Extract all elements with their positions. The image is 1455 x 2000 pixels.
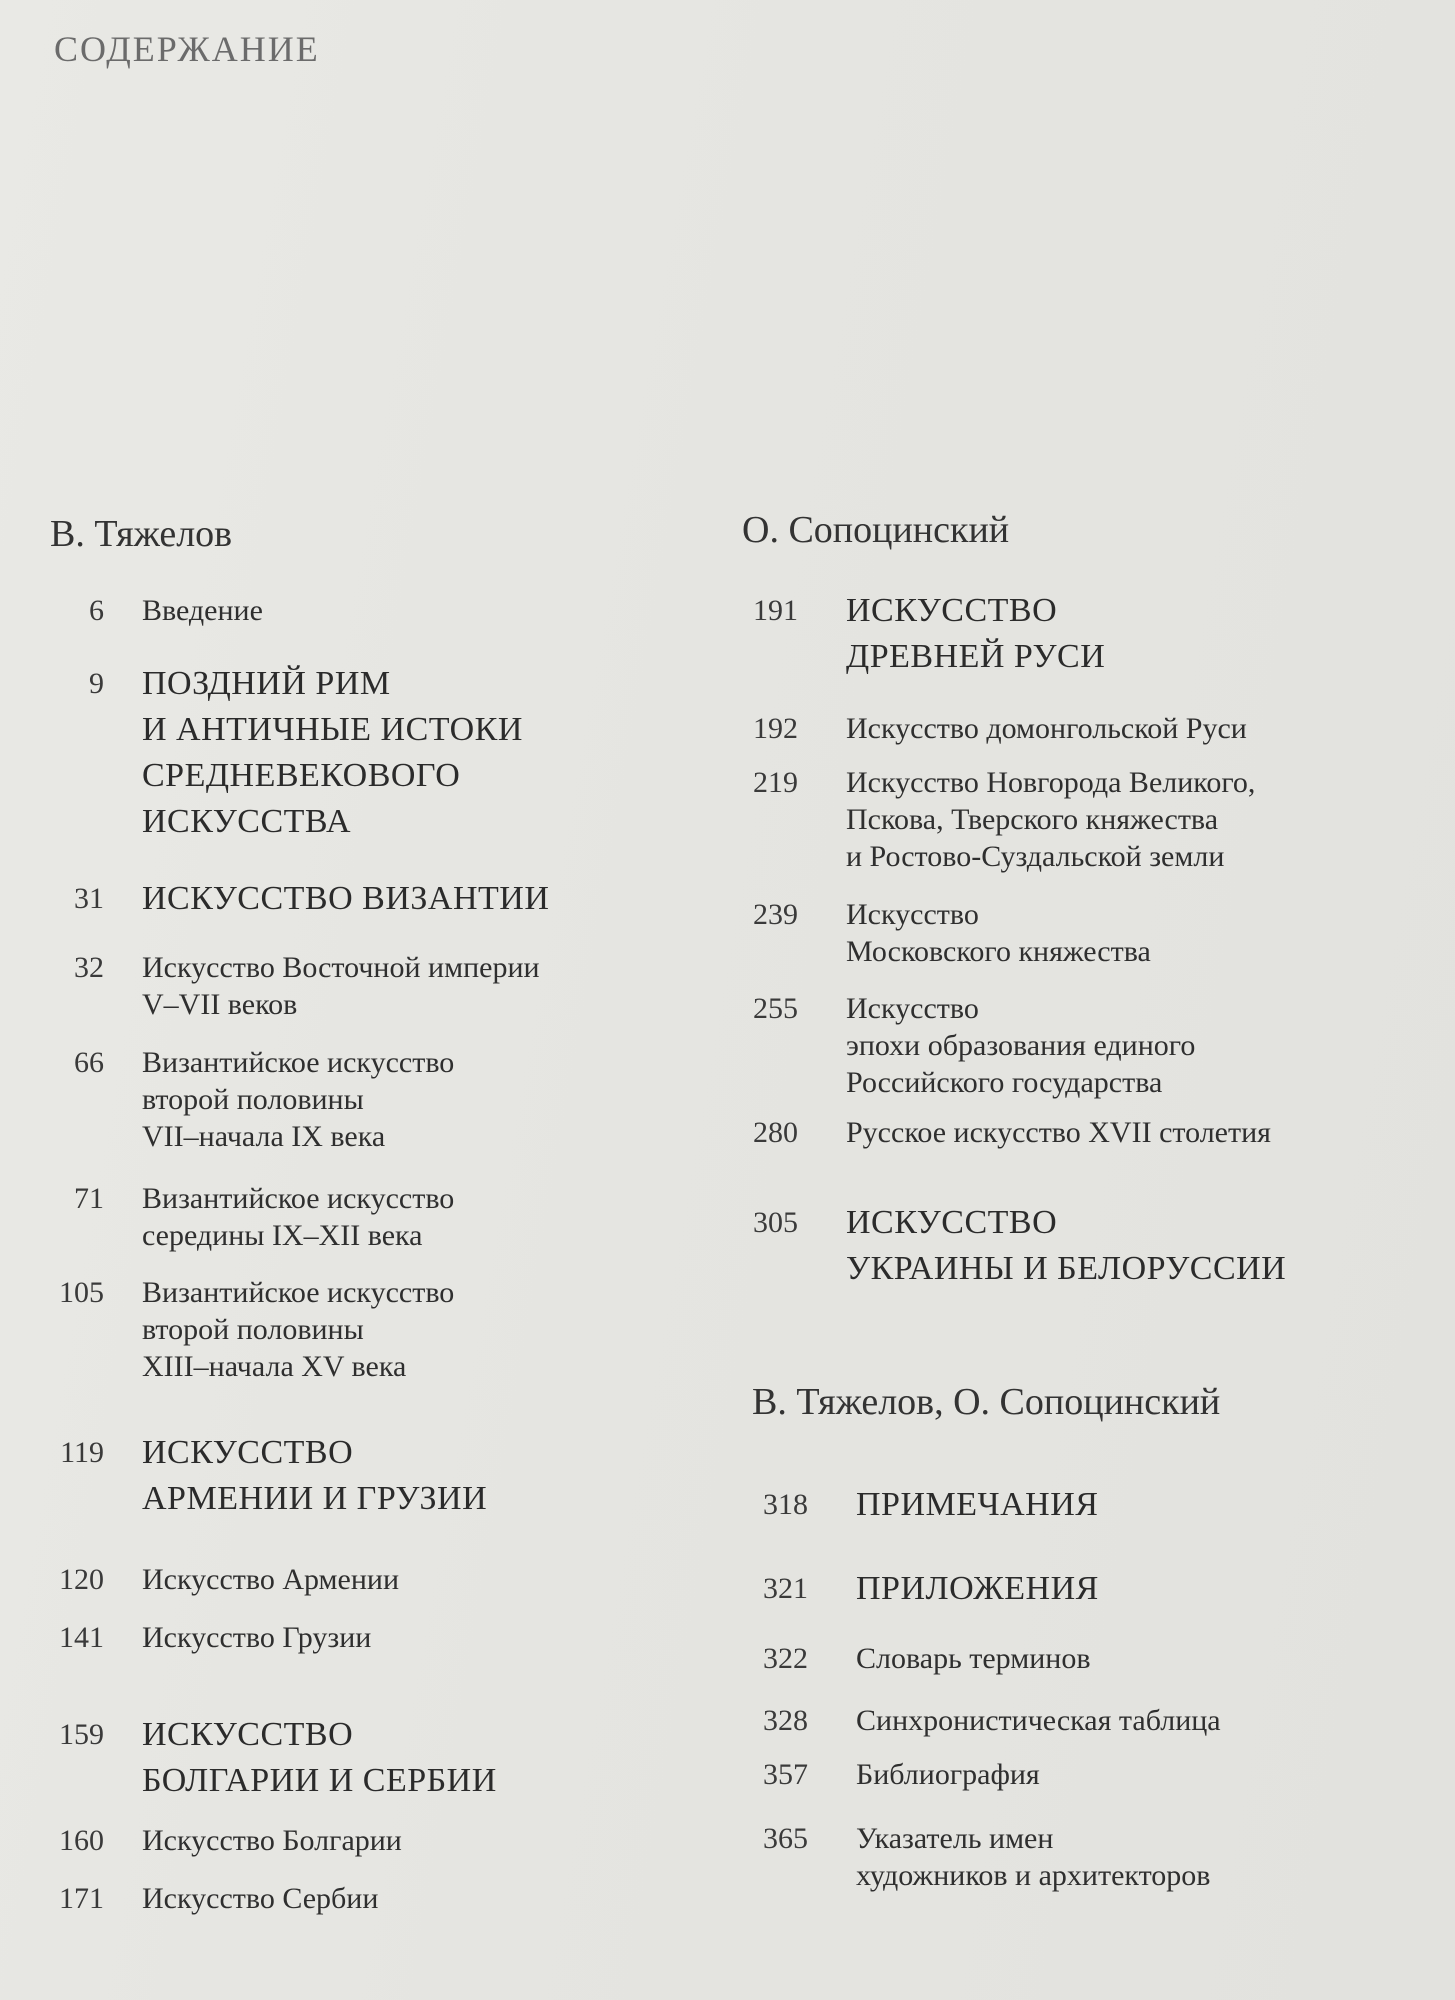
entry-title: Искусство Новгорода Великого, Пскова, Тверского княжества и Ростово-Суздальской земли	[846, 766, 1256, 873]
entry-title: Искусство Сербии	[142, 1882, 379, 1915]
page-number: 160	[59, 1824, 104, 1857]
entry-title: Указатель имен художников и архитекторов	[856, 1822, 1211, 1892]
toc-section[interactable]	[740, 1200, 1286, 1292]
page-number: 328	[763, 1704, 808, 1737]
toc-entry[interactable]	[48, 1619, 371, 1656]
toc-entry[interactable]	[750, 1702, 1221, 1739]
toc-entry[interactable]	[48, 1822, 402, 1859]
page-number: 141	[59, 1621, 104, 1654]
toc-section[interactable]	[48, 661, 523, 845]
page-number: 321	[763, 1572, 808, 1605]
toc-entry[interactable]	[48, 949, 540, 1023]
page-title: СОДЕРЖАНИЕ	[54, 29, 320, 69]
page-number: 239	[753, 898, 798, 931]
entry-title: Искусство Восточной империи V–VII веков	[142, 951, 540, 1021]
page-number: 318	[763, 1488, 808, 1521]
page-number: 31	[74, 882, 104, 915]
entry-title: Искусство Московского княжества	[846, 898, 1151, 968]
page-number: 191	[753, 594, 798, 627]
page-number: 6	[89, 594, 104, 627]
page-number: 119	[60, 1436, 104, 1469]
page-number: 365	[763, 1822, 808, 1855]
section-title: ПОЗДНИЙ РИМ И АНТИЧНЫЕ ИСТОКИ СРЕДНЕВЕКОВОГО ИСКУССТВА	[142, 665, 523, 840]
section-title: ИСКУССТВО ВИЗАНТИИ	[142, 880, 550, 917]
entry-title: Русское искусство XVII столетия	[846, 1116, 1271, 1149]
section-title: ПРИЛОЖЕНИЯ	[856, 1570, 1099, 1607]
page-number: 305	[753, 1206, 798, 1239]
page-number: 192	[753, 712, 798, 745]
toc-entry[interactable]	[48, 1044, 454, 1155]
page-number: 322	[763, 1642, 808, 1675]
toc-section[interactable]	[740, 588, 1105, 680]
toc-entry[interactable]	[740, 710, 1247, 747]
toc-section[interactable]	[750, 1482, 1098, 1528]
toc-entry[interactable]	[740, 1114, 1271, 1151]
author-both: В. Тяжелов, О. Сопоцинский	[752, 1381, 1221, 1423]
entry-title: Искусство Армении	[142, 1563, 400, 1596]
entry-title: Искусство эпохи образования единого Российского государства	[846, 992, 1196, 1099]
entry-title: Византийское искусство второй половины XIII–начала XV века	[142, 1276, 455, 1383]
toc-entry[interactable]	[48, 1880, 378, 1917]
entry-title: Искусство домонгольской Руси	[846, 712, 1247, 745]
page-number: 159	[59, 1718, 104, 1751]
page-number: 66	[74, 1046, 104, 1079]
toc-entry[interactable]	[48, 1561, 399, 1598]
toc-entry[interactable]	[48, 1180, 454, 1254]
page-number: 255	[753, 992, 798, 1025]
page-number: 105	[59, 1276, 104, 1309]
entry-title: Библиография	[856, 1758, 1040, 1791]
toc-entry[interactable]	[48, 592, 263, 629]
toc-entry[interactable]	[740, 990, 1195, 1101]
section-title: ПРИМЕЧАНИЯ	[856, 1486, 1099, 1523]
toc-section[interactable]	[750, 1566, 1099, 1612]
page-number: 357	[763, 1758, 808, 1791]
entry-title: Введение	[142, 594, 263, 627]
toc-entry[interactable]	[740, 896, 1151, 970]
section-title: ИСКУССТВО УКРАИНЫ И БЕЛОРУССИИ	[846, 1204, 1287, 1287]
page-number: 171	[59, 1882, 104, 1915]
author-left: В. Тяжелов	[50, 513, 233, 555]
section-title: ИСКУССТВО АРМЕНИИ И ГРУЗИИ	[142, 1434, 488, 1517]
toc-section[interactable]	[48, 1430, 487, 1522]
section-title: ИСКУССТВО БОЛГАРИИ И СЕРБИИ	[142, 1716, 497, 1799]
toc-entry[interactable]	[750, 1640, 1090, 1677]
page-number: 32	[74, 951, 104, 984]
page-number: 280	[753, 1116, 798, 1149]
toc-entry[interactable]	[48, 1274, 454, 1385]
entry-title: Искусство Болгарии	[142, 1824, 402, 1857]
section-title: ИСКУССТВО ДРЕВНЕЙ РУСИ	[846, 592, 1106, 675]
entry-title: Византийское искусство середины IX–XII века	[142, 1182, 455, 1252]
page-number: 219	[753, 766, 798, 799]
entry-title: Синхронистическая таблица	[856, 1704, 1221, 1737]
entry-title: Словарь терминов	[856, 1642, 1091, 1675]
author-right: О. Сопоцинский	[742, 509, 1010, 551]
entry-title: Византийское искусство второй половины VII–начала IX века	[142, 1046, 455, 1153]
page-number: 71	[74, 1182, 104, 1215]
toc-section[interactable]	[48, 876, 549, 922]
toc-entry[interactable]	[750, 1756, 1040, 1793]
page-number: 120	[59, 1563, 104, 1596]
entry-title: Искусство Грузии	[142, 1621, 372, 1654]
toc-section[interactable]	[48, 1712, 497, 1804]
page-number: 9	[89, 667, 104, 700]
toc-entry[interactable]	[750, 1820, 1210, 1894]
toc-entry[interactable]	[740, 764, 1255, 875]
